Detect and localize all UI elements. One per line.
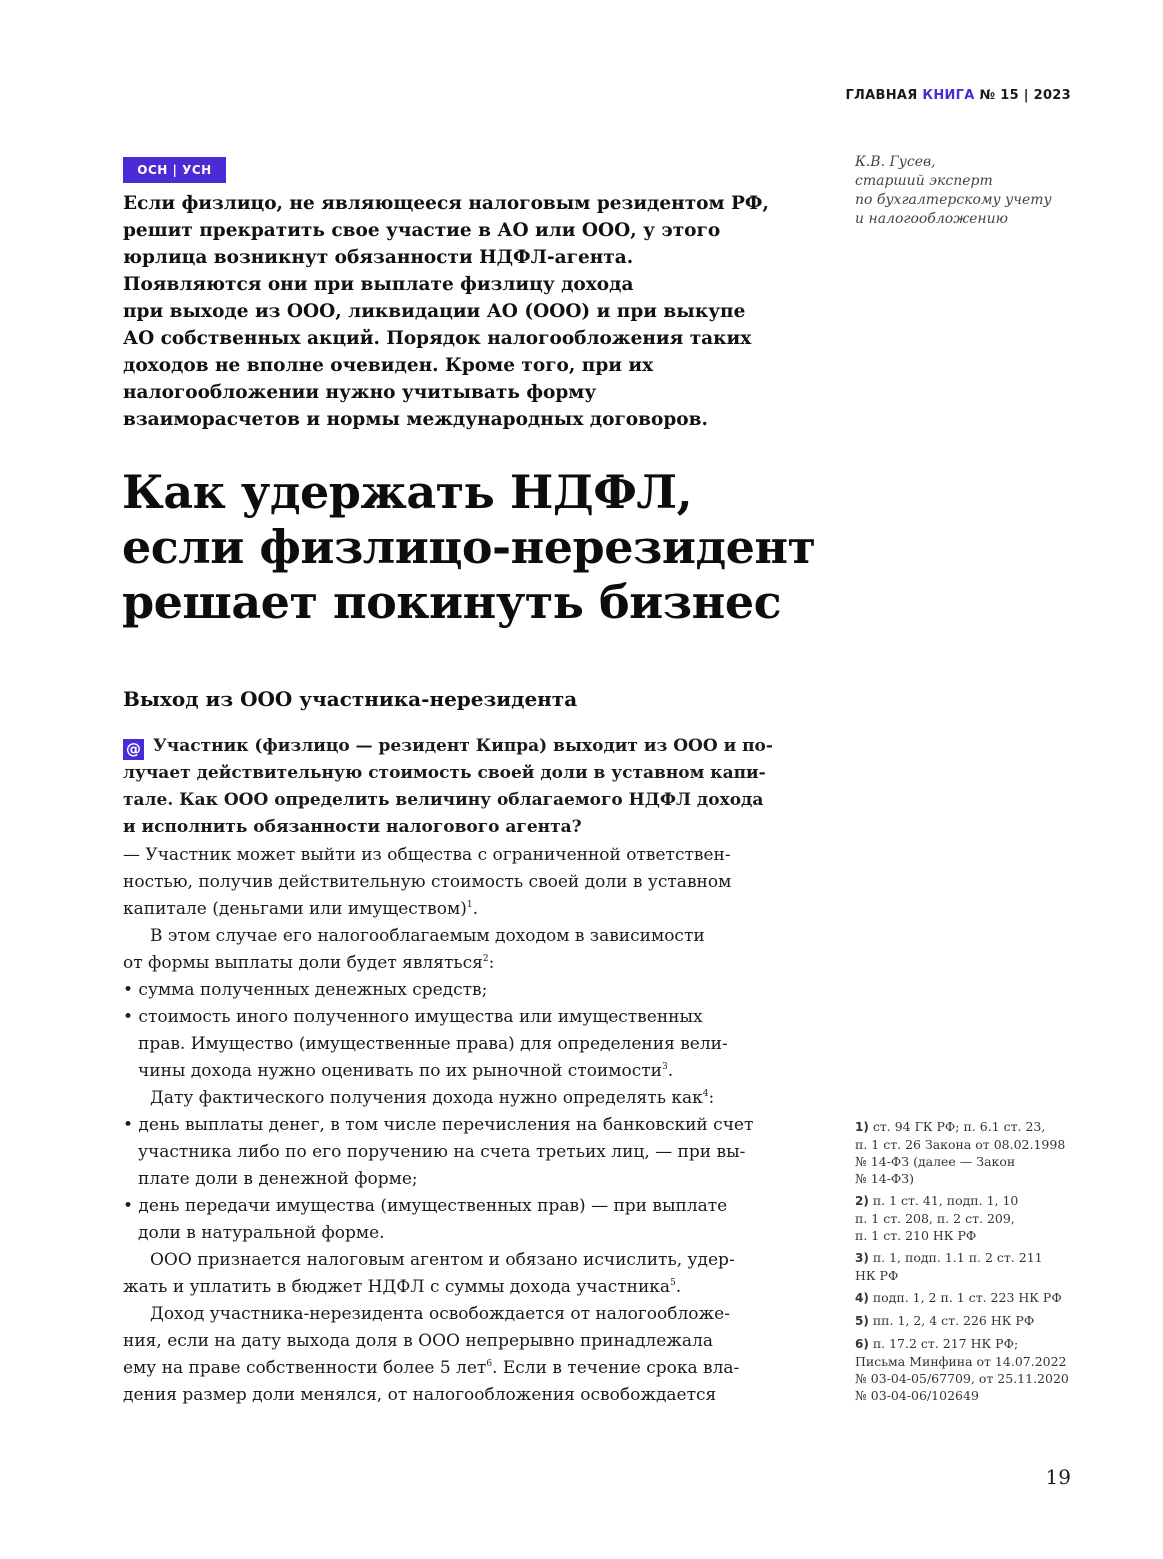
footnote (855, 1118, 1095, 1187)
article-headline (122, 465, 842, 630)
answer-line: капитале (деньгами или имуществом) (123, 899, 467, 919)
footnote-line: пп. 1, 2, 4 ст. 226 НК РФ (872, 1313, 1035, 1328)
bullet-item: • день выплаты денег, в том числе перечисления на банковский счет (123, 1115, 754, 1135)
section-title: Выход из ООО участника-нерезидента (123, 687, 578, 711)
author-position: по бухгалтерскому учету (855, 192, 1052, 208)
footnote (855, 1192, 1095, 1244)
bullet-item-cont: участника либо по его поручению на счета третьих лиц, — при вы- (138, 1142, 746, 1162)
footnote-line: подп. 1, 2 п. 1 ст. 223 НК РФ (872, 1290, 1062, 1305)
footnote-line: Письма Минфина от 14.07.2022 (855, 1354, 1067, 1369)
footnote-line: № 14-ФЗ (далее — Закон (855, 1154, 1016, 1169)
headline-line: Как удержать НДФЛ, (122, 465, 693, 519)
footnote-ref: 6 (486, 1359, 493, 1369)
bullet-item: • стоимость иного полученного имущества или имущественных (123, 1007, 703, 1027)
footnote-number: 4) (855, 1291, 869, 1305)
footnote (855, 1289, 1095, 1307)
footnote-ref: 5 (670, 1278, 676, 1288)
headline-line: если физлицо-нерезидент (122, 520, 816, 574)
headline-line: решает покинуть бизнес (122, 575, 782, 629)
lead-line: юрлица возникнут обязанности НДФЛ-агента. (123, 247, 634, 268)
footnote-line: п. 1, подп. 1.1 п. 2 ст. 211 (872, 1250, 1043, 1265)
answer-line: Дату фактического получения дохода нужно определять как (150, 1088, 703, 1108)
bullet-item-cont: прав. Имущество (имущественные права) для определения вели- (138, 1034, 728, 1054)
question-line: Участник (физлицо — резидент Кипра) выходит из ООО и по- (153, 736, 773, 756)
answer-line: ния, если на дату выхода доля в ООО непрерывно принадлежала (123, 1331, 714, 1351)
author-position: старший эксперт (855, 173, 993, 189)
footnote-number: 2) (855, 1194, 869, 1208)
author-block (855, 153, 1095, 229)
footnote-line: п. 17.2 ст. 217 НК РФ; (872, 1336, 1019, 1351)
answer-block: — Участник может выйти из общества с ограниченной ответствен- ностью, получив действительную стоимость своей доли в уставном капитале (деньгами или имуществом)$^1$. В этом случае его налогооблагаемым доходом в зависимости от формы выплаты доли будет являться$^2$: • сумма полученных денежных средств; • стоимость иного полученного имущества или имущественных прав. Имущество (имущественные права) для определения вели- чины дохода нужно оценивать по их рыночной стоимости$^3$. Дату фактического получения дохода нужно определять как$^4$: • день выплаты денег, в том числе перечисления на банковский счет участника либо по его поручению на счета третьих лиц, — при вы- плате доли в денежной форме; • день передачи имущества (имущественных прав) — при выплате доли в натуральной форме. ООО признается налоговым агентом и обязано исчислить, удер- жать и уплатить в бюджет НДФЛ с суммы дохода участника$^5$. Доход участника-нерезидента освобождается от налогообложе- ния, если на дату выхода доля в ООО непрерывно принадлежала ему на праве собственности более 5 лет$^6$. Если в течение срока вла- дения размер доли менялся, от налогообложения освобождается (123, 842, 803, 1409)
lead-line: доходов не вполне очевиден. Кроме того, при их (123, 355, 654, 376)
footnote-number: 5) (855, 1314, 869, 1328)
footnote-line: НК РФ (855, 1268, 899, 1283)
footnote-ref: 2 (482, 954, 489, 964)
answer-line-tail: . Если в течение срока вла- (492, 1358, 740, 1378)
question-line: и исполнить обязанности налогового агента? (123, 817, 582, 837)
lead-line: АО собственных акций. Порядок налогообложения таких (123, 328, 752, 349)
answer-line: ностью, получив действительную стоимость своей доли в уставном (123, 872, 732, 892)
bullet-item: • день передачи имущества (имущественных прав) — при выплате (123, 1196, 728, 1216)
lead-line: Появляются они при выплате физлицу дохода (123, 274, 634, 295)
answer-line: — Участник может выйти из общества с ограниченной ответствен- (123, 845, 731, 865)
lead-line: взаиморасчетов и нормы международных договоров. (123, 409, 708, 430)
rubric-badge: ОСН | УСН (123, 157, 226, 183)
answer-line: Доход участника-нерезидента освобождается от налогообложе- (150, 1304, 730, 1324)
footnote-number: 6) (855, 1337, 869, 1351)
footnotes (855, 1118, 1095, 1409)
lead-paragraph (123, 190, 813, 433)
running-header (845, 88, 1071, 103)
lead-line: решит прекратить свое участие в АО или ООО, у этого (123, 220, 721, 241)
lead-line: при выходе из ООО, ликвидации АО (ООО) и при выкупе (123, 301, 746, 322)
footnote-line: п. 1 ст. 26 Закона от 08.02.1998 (855, 1137, 1066, 1152)
footnote (855, 1335, 1095, 1404)
bullet-item-cont: чины дохода нужно оценивать по их рыночной стоимости (138, 1061, 662, 1081)
at-icon: @ (123, 739, 144, 760)
answer-line: ООО признается налоговым агентом и обязано исчислить, удер- (150, 1250, 735, 1270)
bullet-item: • сумма полученных денежных средств; (123, 980, 488, 1000)
footnote-ref: 4 (702, 1089, 709, 1099)
footnote (855, 1312, 1095, 1330)
footnote-number: 1) (855, 1120, 869, 1134)
author-position: и налогообложению (855, 211, 1008, 227)
footnote-line: № 03-04-06/102649 (855, 1388, 979, 1403)
page-number: 19 (1045, 1465, 1071, 1489)
issue-number: № 15 | 2023 (979, 88, 1071, 103)
bullet-item-cont: доли в натуральной форме. (138, 1223, 385, 1243)
magazine-name: ГЛАВНАЯ (845, 88, 918, 103)
answer-line: ему на праве собственности более 5 лет (123, 1358, 487, 1378)
question-line: тале. Как ООО определить величину облагаемого НДФЛ дохода (123, 790, 764, 810)
footnote-line: п. 1 ст. 210 НК РФ (855, 1228, 977, 1243)
footnote-ref: 3 (661, 1062, 668, 1072)
bullet-item-cont: плате доли в денежной форме; (138, 1169, 418, 1189)
footnote-line: п. 1 ст. 208, п. 2 ст. 209, (855, 1211, 1015, 1226)
answer-line: дения размер доли менялся, от налогообложения освобождается (123, 1385, 717, 1405)
answer-line: от формы выплаты доли будет являться (123, 953, 483, 973)
author-name: К.В. Гусев, (855, 154, 936, 170)
footnote-number: 3) (855, 1251, 869, 1265)
question-line: лучает действительную стоимость своей доли в уставном капи- (123, 763, 766, 783)
footnote-line: ст. 94 ГК РФ; п. 6.1 ст. 23, (872, 1119, 1046, 1134)
magazine-name-accent: КНИГА (922, 88, 975, 103)
footnote-line: п. 1 ст. 41, подп. 1, 10 (872, 1193, 1019, 1208)
footnote-line: № 03-04-05/67709, от 25.11.2020 (855, 1371, 1069, 1386)
lead-line: Если физлицо, не являющееся налоговым резидентом РФ, (123, 193, 769, 214)
footnote-ref: 1 (466, 900, 473, 910)
lead-line: налогообложении нужно учитывать форму (123, 382, 597, 403)
footnote-line: № 14-ФЗ) (855, 1171, 914, 1186)
answer-line: жать и уплатить в бюджет НДФЛ с суммы дохода участника (123, 1277, 671, 1297)
answer-line: В этом случае его налогооблагаемым доходом в зависимости (150, 926, 705, 946)
question-block (123, 733, 803, 841)
footnote (855, 1249, 1095, 1284)
